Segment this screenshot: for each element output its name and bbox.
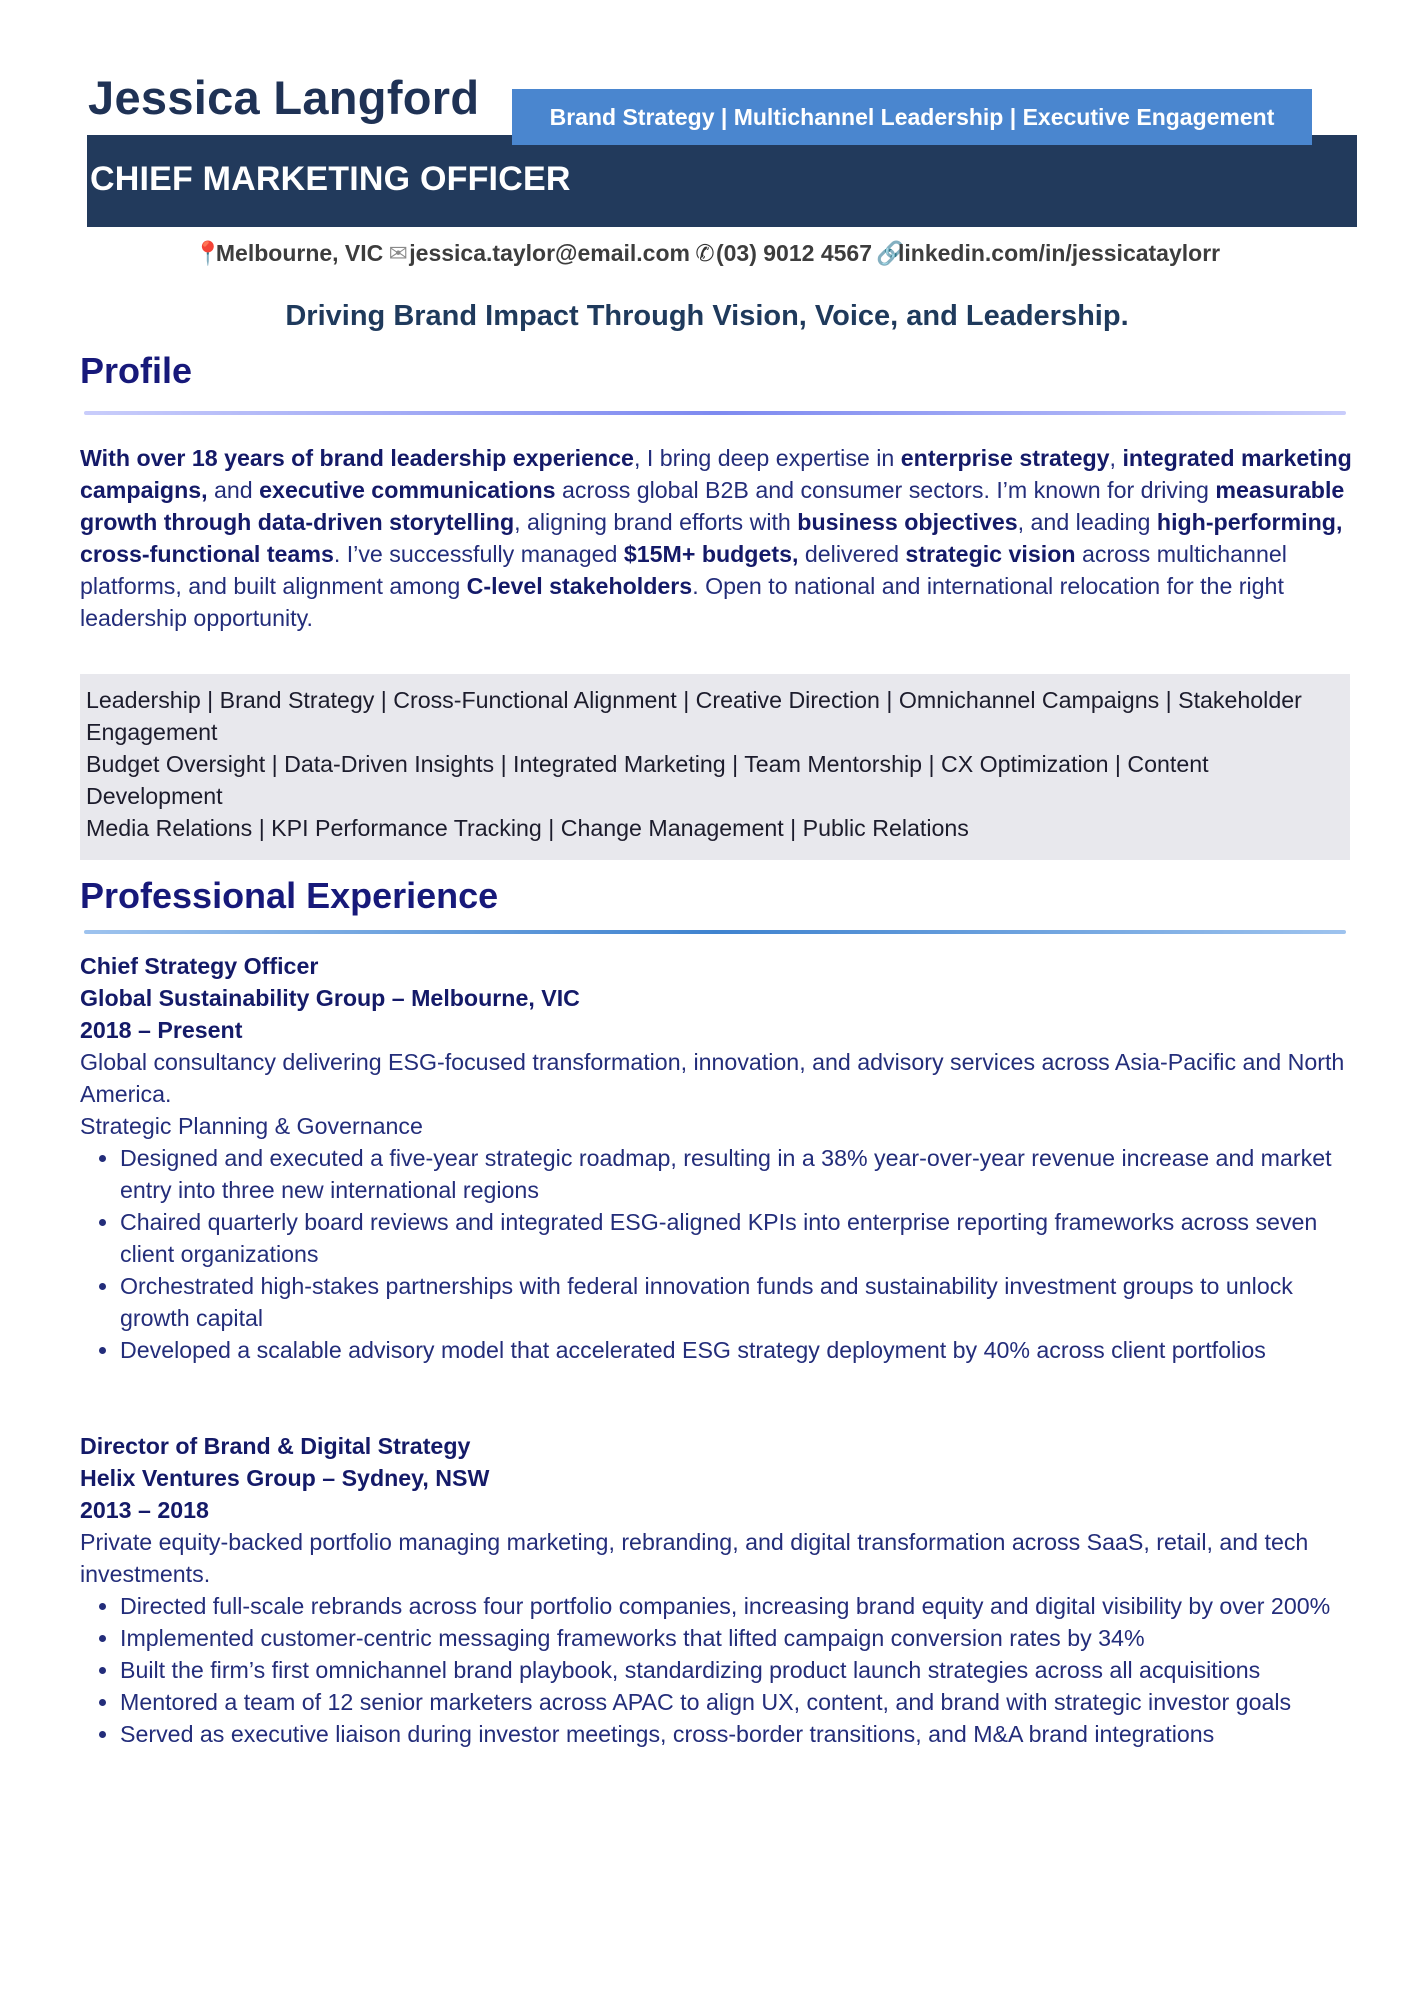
bullet-item: • Mentored a team of 12 senior marketers across APAC to align UX, content, and brand with strategic investor goals xyxy=(120,1686,1350,1718)
section-heading-experience: Professional Experience xyxy=(80,875,499,916)
contact-linkedin[interactable] xyxy=(876,240,1220,266)
job-company: Global Sustainability Group – Melbourne, VIC xyxy=(80,985,580,1011)
job-dates: 2018 – Present xyxy=(80,1017,243,1043)
candidate-name: Jessica Langford xyxy=(88,71,480,124)
phone-text[interactable]: (03) 9012 4567 xyxy=(715,240,872,266)
bullet-item: • Orchestrated high-stakes partnerships with federal innovation funds and sustainability investment groups to unlock growth capital xyxy=(120,1270,1350,1334)
bullet-item: • Served as executive liaison during investor meetings, cross-border transitions, and M&A brand integrations xyxy=(120,1718,1350,1750)
envelope-icon: ✉ xyxy=(388,240,408,266)
linkedin-text[interactable]: linkedin.com/in/jessicataylorr xyxy=(897,240,1221,266)
contact-email[interactable] xyxy=(387,240,690,266)
job-description: Private equity-backed portfolio managing marketing, rebranding, and digital transformation across SaaS, retail, and tech investments. xyxy=(80,1529,1309,1587)
email-text[interactable]: jessica.taylor@email.com xyxy=(409,240,690,266)
bullet-item: • Designed and executed a five-year strategic roadmap, resulting in a 38% year-over-year revenue increase and market entry into three new international regions xyxy=(120,1142,1350,1206)
job-role: Director of Brand & Digital Strategy xyxy=(80,1433,471,1459)
job-subheading: Strategic Planning & Governance xyxy=(80,1113,423,1139)
link-icon: 🔗 xyxy=(875,240,905,266)
skills-line: Leadership | Brand Strategy | Cross-Functional Alignment | Creative Direction | Omnichannel Campaigns | Stakeholder Engagement xyxy=(86,687,1302,745)
contact-location xyxy=(194,240,383,266)
section-divider xyxy=(84,930,1346,934)
headline: Driving Brand Impact Through Vision, Voice, and Leadership. xyxy=(285,300,1129,332)
bullet-item: • Implemented customer-centric messaging frameworks that lifted campaign conversion rates by 34% xyxy=(120,1622,1350,1654)
job-bullets xyxy=(80,1142,1350,1366)
section-heading-profile: Profile xyxy=(80,350,193,391)
skills-line: Budget Oversight | Data-Driven Insights | Integrated Marketing | Team Mentorship | CX Optimization | Content Development xyxy=(86,751,1209,809)
contact-line xyxy=(0,240,1414,267)
skills-line: Media Relations | KPI Performance Tracking | Change Management | Public Relations xyxy=(86,815,969,841)
job-role: Chief Strategy Officer xyxy=(80,953,319,979)
phone-icon: ✆ xyxy=(695,240,715,266)
job-entry xyxy=(80,1430,1350,1750)
location-text: Melbourne, VIC xyxy=(215,240,384,266)
bullet-item: • Developed a scalable advisory model that accelerated ESG strategy deployment by 40% across client portfolios xyxy=(120,1334,1350,1366)
job-bullets xyxy=(80,1590,1350,1750)
pin-icon: 📍 xyxy=(193,240,223,266)
section-divider xyxy=(84,411,1346,415)
job-title: CHIEF MARKETING OFFICER xyxy=(90,160,571,198)
job-description: Global consultancy delivering ESG-focused transformation, innovation, and advisory services across Asia-Pacific and North America. xyxy=(80,1049,1345,1107)
bullet-item: • Built the firm’s first omnichannel brand playbook, standardizing product launch strategies across all acquisitions xyxy=(120,1654,1350,1686)
tagline-badge: Brand Strategy | Multichannel Leadership | Executive Engagement xyxy=(512,89,1312,145)
job-company: Helix Ventures Group – Sydney, NSW xyxy=(80,1465,490,1491)
skills-box xyxy=(80,674,1350,860)
profile-summary: With over 18 years of brand leadership experience, I bring deep expertise in enterprise strategy, integrated marketing campaigns, and executive communications across global B2B and consumer sectors. I’m known for driving measurable growth through data-driven storytelling, aligning brand efforts with business objectives, and leading high-performing, cross-functional teams. I’ve successfully managed $15M+ budgets, delivered strategic vision across multichannel platforms, and built alignment among C-level stakeholders. Open to national and international relocation for the right leadership opportunity. xyxy=(80,445,1352,631)
bullet-item: • Chaired quarterly board reviews and integrated ESG-aligned KPIs into enterprise reporting frameworks across seven client organizations xyxy=(120,1206,1350,1270)
job-dates: 2013 – 2018 xyxy=(80,1497,209,1523)
contact-phone[interactable] xyxy=(694,240,872,266)
job-entry xyxy=(80,950,1350,1366)
bullet-item: • Directed full-scale rebrands across four portfolio companies, increasing brand equity and digital visibility by over 200% xyxy=(120,1590,1350,1622)
